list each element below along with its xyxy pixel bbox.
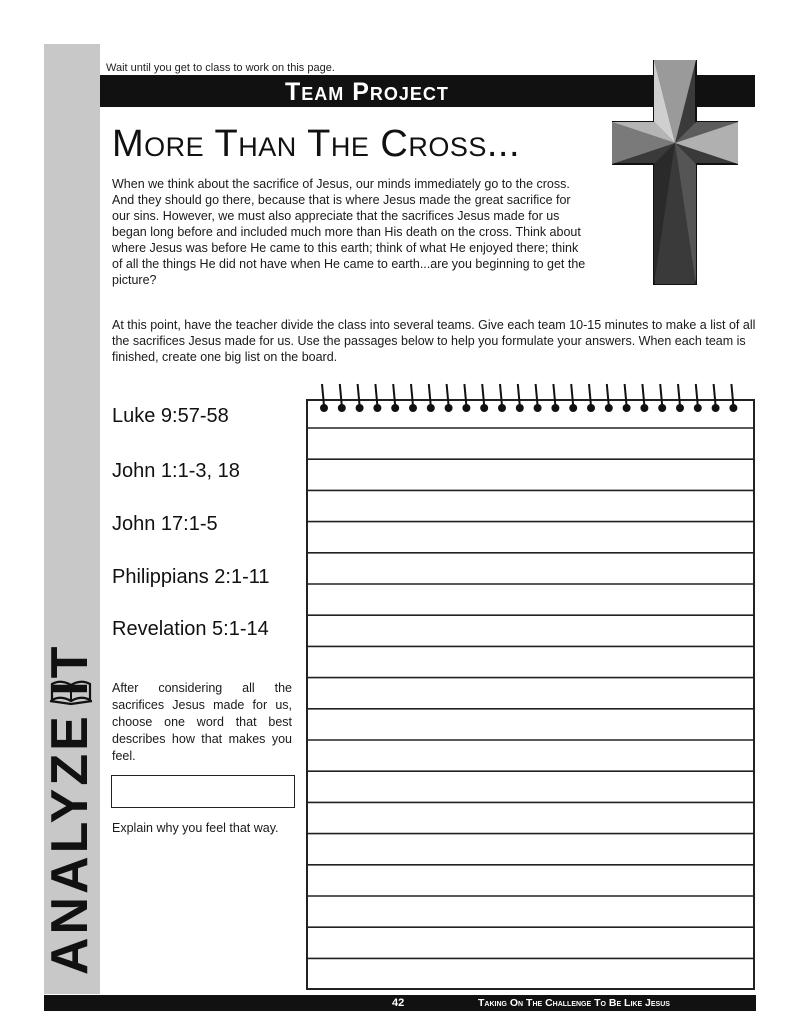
band-title: Team Project [285,78,449,106]
spiral-hole [320,404,328,412]
spiral-hole [569,404,577,412]
intro-paragraph: When we think about the sacrifice of Jesus, our minds immediately go to the cross. And they should go there, because that is where Jesus made the great sacrifice for our sins. However, we must also appreciate that the sacrifices Jesus made for us began long before and included much more than His death on the cross. Think about where Jesus was before He came to this earth; think of what He enjoyed there; think of all the things He did not have when He came to earth...are you beginning to get the picture? [112,177,586,287]
feeling-prompt: After considering all the sacrifices Jesus made for us, choose one word that best describes how that makes you feel. [112,681,292,763]
spiral-hole [587,404,595,412]
page-title: More Than The Cross... [112,123,521,165]
header-note: Wait until you get to class to work on this page. [106,62,335,74]
spiral-hole [462,404,470,412]
passage-item: John 1:1-3, 18 [112,460,240,482]
spiral-notepad [306,382,756,992]
spiral-hole [605,404,613,412]
passage-item: John 17:1-5 [112,513,218,535]
spiral-hole [409,404,417,412]
footer-book-title: Taking On The Challenge To Be Like Jesus [478,997,670,1009]
spiral-hole [640,404,648,412]
spiral-hole [338,404,346,412]
spiral-hole [427,404,435,412]
spiral-hole [480,404,488,412]
spiral-hole [658,404,666,412]
spiral-hole [676,404,684,412]
passage-item: Luke 9:57-58 [112,405,229,427]
instructions-paragraph: At this point, have the teacher divide the class into several teams. Give each team 10-15 minutes to make a list of all the sacrifices Jesus made for us. Use the passages below to help you formulate your answers. When each team is finished, create one big list on the board. [112,318,756,364]
spiral-hole [712,404,720,412]
spiral-hole [498,404,506,412]
passage-item: Philippians 2:1-11 [112,566,270,588]
spiral-hole [373,404,381,412]
spiral-hole [551,404,559,412]
spiral-hole [534,404,542,412]
spiral-hole [516,404,524,412]
cross-icon [612,60,738,285]
feeling-answer-box[interactable] [111,775,295,808]
analyze-it-label: ANALYZE IT [41,643,99,975]
explain-prompt: Explain why you feel that way. [112,821,279,835]
spiral-hole [729,404,737,412]
spiral-hole [694,404,702,412]
spiral-hole [445,404,453,412]
open-book-icon [48,676,94,706]
spiral-hole [623,404,631,412]
spiral-hole [391,404,399,412]
page-number: 42 [392,997,405,1009]
spiral-hole [356,404,364,412]
passage-item: Revelation 5:1-14 [112,618,269,640]
